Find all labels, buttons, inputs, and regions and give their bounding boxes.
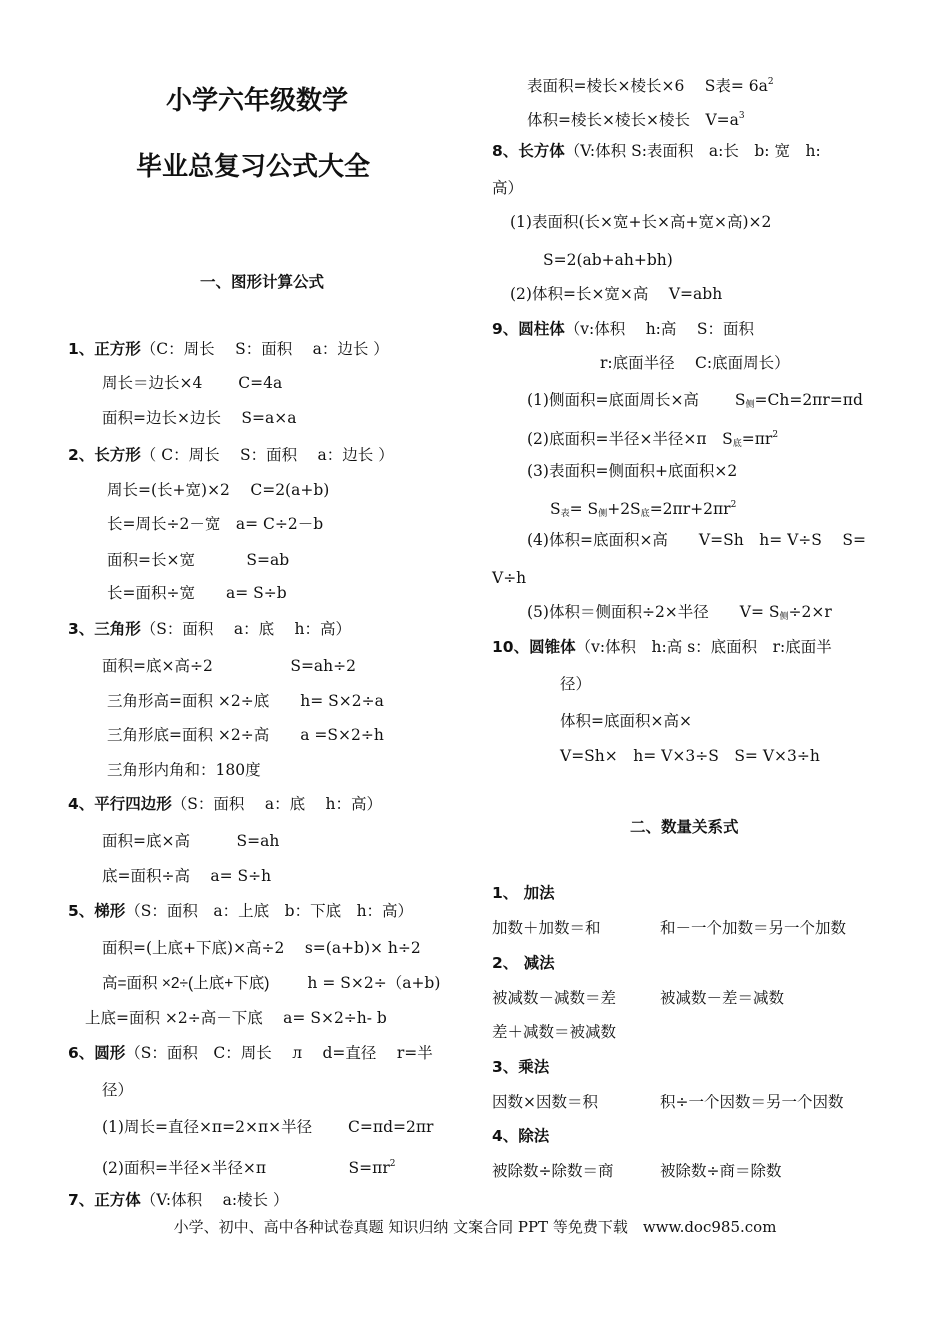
formula-line: V÷h xyxy=(492,569,527,587)
formula-line: 上底=面积 ×2÷高－下底 a= S×2÷h- b xyxy=(85,1009,387,1027)
circle-heading: 6、圆形（S：面积 C：周长 л d=直径 r=半 xyxy=(68,1044,433,1062)
formula-line: (5)体积＝侧面积÷2×半径 $V= S_侧\div 2\times r$ xyxy=(527,603,832,622)
formula-line: 面积=边长×边长 S=a×a xyxy=(102,409,297,427)
formula-line: 被减数－减数＝差 xyxy=(492,989,617,1007)
formula-line: $S_表= S_侧+2S_底=2\pi r+2\pi r^2$ xyxy=(550,500,737,519)
formula-line: (4)体积=底面积×高 V=Sh h= V÷S S= xyxy=(527,531,866,549)
section-heading-shapes: 一、图形计算公式 xyxy=(200,273,325,291)
cone-heading: 10、圆锥体（v:体积 h:高 s：底面积 r:底面半 xyxy=(492,638,832,656)
formula-line: 底=面积÷高 a= S÷h xyxy=(102,867,272,885)
rectangle-heading: 2、长方形（ C：周长 S：面积 a：边长 ） xyxy=(68,446,394,464)
formula-line: 被减数－差＝减数 xyxy=(660,989,785,1007)
formula-line: 加数＋加数＝和 xyxy=(492,919,601,937)
formula-line: 被除数÷除数＝商 xyxy=(492,1162,614,1180)
formula-line: 高=面积 ×2÷(上底+下底) h = S×2÷（a+b) xyxy=(102,974,441,992)
formula-line: r:底面半径 C:底面周长） xyxy=(600,354,790,372)
formula-line: 表面积=棱长×棱长×6 S表= $6a^2$ xyxy=(527,77,774,95)
cube-heading: 7、正方体（V:体积 a:棱长 ） xyxy=(68,1191,289,1209)
page-footer: 小学、初中、高中各种试卷真题 知识归纳 文案合同 PPT 等免费下载 www.doc985.com xyxy=(173,1218,777,1236)
formula-line: 三角形高=面积 ×2÷底 h= S×2÷a xyxy=(107,692,384,710)
formula-line: 长=面积÷宽 a= S÷b xyxy=(107,584,287,602)
page-title-line1: 小学六年级数学 xyxy=(166,86,349,116)
formula-line: (1)表面积(长×宽+长×高+宽×高)×2 xyxy=(510,213,772,231)
formula-line: 体积=底面积×高× xyxy=(560,712,692,730)
formula-line: 长=周长÷2－宽 a= C÷2－b xyxy=(107,515,324,533)
formula-line: (2)底面积=半径×半径×π $S_底=\pi r^2$ xyxy=(527,430,779,449)
square-heading: 1、正方形（C：周长 S：面积 a：边长 ） xyxy=(68,340,389,358)
formula-line: S=2(ab+ah+bh) xyxy=(543,251,673,269)
formula-line: 差＋减数＝被减数 xyxy=(492,1023,617,1041)
multiplication-heading: 3、乘法 xyxy=(492,1058,550,1076)
parallelogram-heading: 4、平行四边形（S：面积 a：底 h：高） xyxy=(68,795,382,813)
formula-line: 周长=(长+宽)×2 C=2(a+b) xyxy=(107,481,330,499)
division-heading: 4、除法 xyxy=(492,1127,550,1145)
formula-line: 和－一个加数＝另一个加数 xyxy=(660,919,847,937)
formula-line: 面积=底×高 S=ah xyxy=(102,832,280,850)
formula-line: 径） xyxy=(560,675,592,693)
formula-line: 面积=底×高÷2 S=ah÷2 xyxy=(102,657,357,675)
formula-line: 周长＝边长×4 C=4a xyxy=(102,374,283,392)
formula-line: (3)表面积=侧面积+底面积×2 xyxy=(527,462,738,480)
formula-line: 高） xyxy=(492,179,524,197)
formula-line: 面积=长×宽 S=ab xyxy=(107,551,290,569)
formula-line: (1)周长=直径×π=2×π×半径 C=πd=2πr xyxy=(102,1118,434,1136)
subtraction-heading: 2、 减法 xyxy=(492,954,555,972)
formula-line: 积÷一个因数＝另一个因数 xyxy=(660,1093,844,1111)
triangle-heading: 3、三角形（S：面积 a：底 h：高） xyxy=(68,620,351,638)
section-heading-quantity: 二、数量关系式 xyxy=(630,818,739,836)
formula-line: 径） xyxy=(102,1081,134,1099)
page-title-line2: 毕业总复习公式大全 xyxy=(136,152,371,182)
trapezoid-heading: 5、梯形（S：面积 a：上底 b：下底 h：高） xyxy=(68,902,414,920)
formula-line: 三角形内角和：180度 xyxy=(107,761,261,779)
formula-line: V=Sh× h= V×3÷S S= V×3÷h xyxy=(560,747,820,765)
formula-line: 面积=(上底+下底)×高÷2 s=(a+b)× h÷2 xyxy=(102,939,421,957)
addition-heading: 1、 加法 xyxy=(492,884,555,902)
formula-line: 三角形底=面积 ×2÷高 a =S×2÷h xyxy=(107,726,384,744)
formula-line: (1)侧面积=底面周长×高 $S_侧=Ch=2\pi r=\pi d$ xyxy=(527,391,863,410)
formula-line: (2)体积=长×宽×高 V=abh xyxy=(510,285,723,303)
formula-line: (2)面积=半径×半径×π $S=\pi r^2$ xyxy=(102,1159,396,1177)
formula-line: 因数×因数＝积 xyxy=(492,1093,598,1111)
cylinder-heading: 9、圆柱体（v:体积 h:高 S：面积 xyxy=(492,320,754,338)
formula-line: 被除数÷商＝除数 xyxy=(660,1162,782,1180)
formula-line: 体积=棱长×棱长×棱长 $V=a^3$ xyxy=(527,111,745,129)
cuboid-heading: 8、长方体（V:体积 S:表面积 a:长 b: 宽 h: xyxy=(492,142,821,160)
